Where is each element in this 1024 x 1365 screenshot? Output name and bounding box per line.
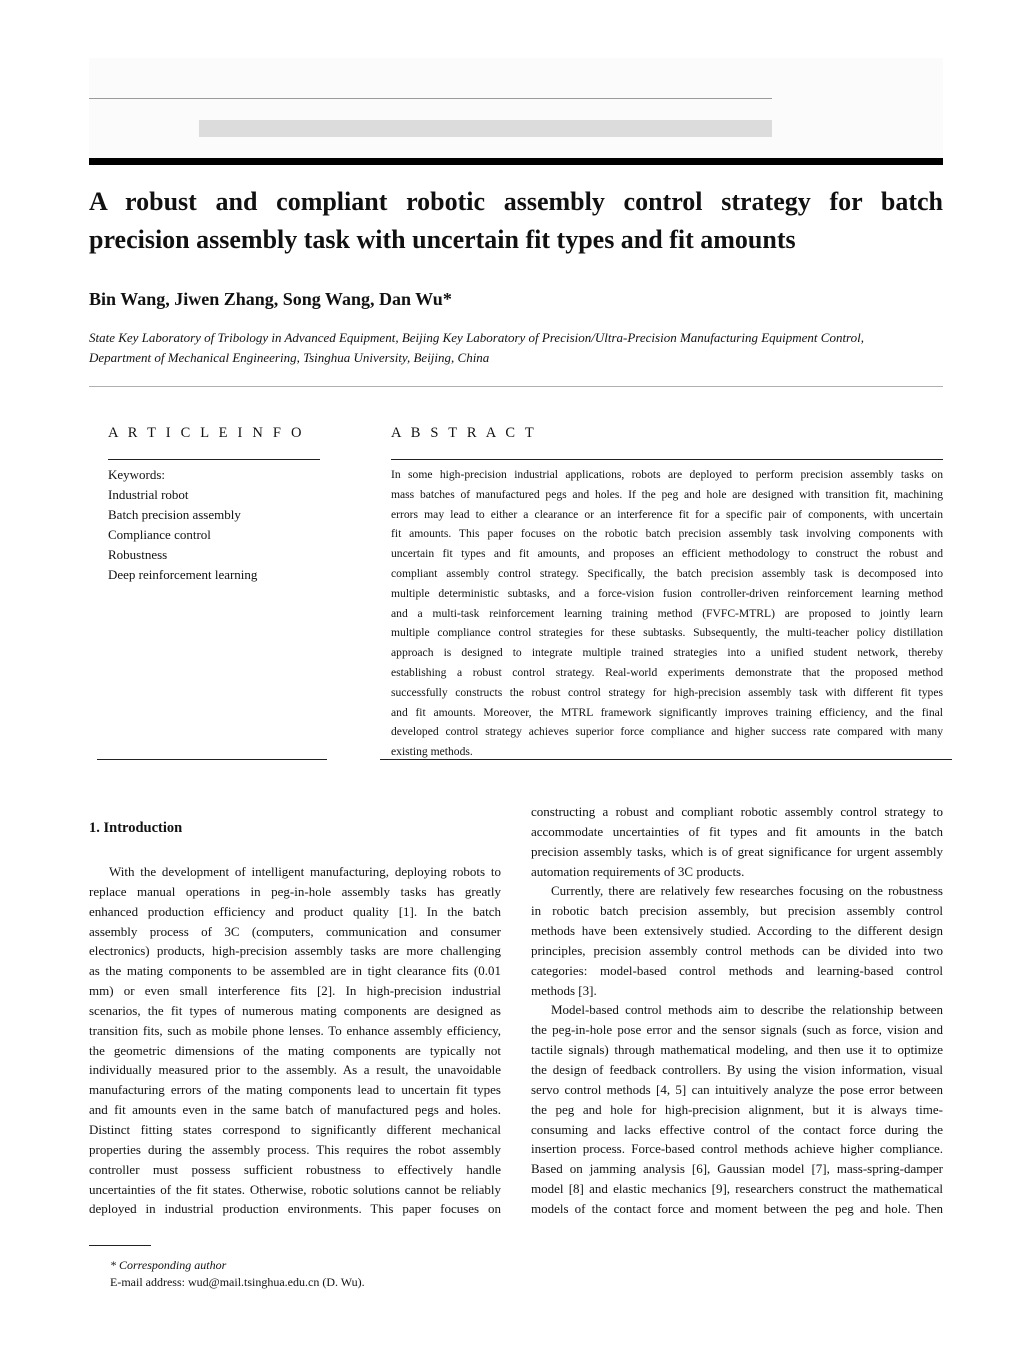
body-line: accommodate uncertainties of fit types and fit amounts in the batch xyxy=(531,823,943,839)
body-line: Distinct fitting states correspond to significantly different mechanical xyxy=(89,1121,501,1137)
body-line: electronics) products, high-precision assembly tasks are more challenging xyxy=(89,943,501,959)
header-thick-rule xyxy=(89,158,943,165)
body-line: as the mating components to be assembled are in tight clearance fits (0.01 xyxy=(89,963,501,979)
keywords-label: Keywords: xyxy=(108,467,166,482)
body-line: models of the contact force and moment between the peg and hole. Then xyxy=(531,1200,943,1216)
abstract-line: developed control strategy achieves superior force compliance and higher success rate compared with many xyxy=(391,725,943,739)
body-line: model [8] and elastic mechanics [9], researchers construct the mathematical xyxy=(531,1181,943,1197)
body-column-right xyxy=(531,802,943,1219)
affiliation-line-2: Department of Mechanical Engineering, Tsinghua University, Beijing, China xyxy=(89,350,490,365)
abstract-heading: A B S T R A C T xyxy=(391,425,537,441)
body-line: mm) or even small interference fits [2]. In high-precision industrial xyxy=(89,983,501,999)
body-line: the design of feedback controllers. By using the vision information, visual xyxy=(531,1061,943,1077)
body-line: categories: model-based control methods and learning-based control xyxy=(531,962,943,978)
abstract-line: In some high-precision industrial applications, robots are deployed to perform precision assembly tasks on xyxy=(391,468,943,481)
abstract-line: errors may lead to either a clearance or an interference fit for a specific pair of components, with uncertain xyxy=(391,507,943,521)
abstract-line: successfully constructs the robust control strategy for high-precision assembly task with different fit types xyxy=(391,685,943,699)
paper-title xyxy=(89,183,943,259)
abstract-rule xyxy=(391,459,943,460)
keyword-item: Batch precision assembly xyxy=(108,506,241,522)
body-line: servo control methods [4, 5] can intuitively analyze the pose error between xyxy=(531,1081,943,1097)
body-line: replace manual operations in peg-in-hole assembly tasks has greatly xyxy=(89,883,501,899)
keyword-item: Deep reinforcement learning xyxy=(108,566,258,582)
abstract-bottom-rule xyxy=(380,759,952,760)
abstract-line: multiple deterministic subtasks, and a force-vision fusion controller-driven reinforcement learning method xyxy=(391,586,943,600)
body-line: scenarios, the fit types of numerous mating components are designed as xyxy=(89,1002,501,1018)
header-grey-band xyxy=(199,120,772,137)
body-line: consuming and lacks effective control of the contact force during the xyxy=(531,1121,943,1137)
body-line: With the development of intelligent manufacturing, deploying robots to xyxy=(109,864,501,879)
abstract-line: existing methods. xyxy=(391,745,473,759)
abstract-line: and a multi-task reinforcement learning training method (FVFC-MTRL) are proposed to jointly learn xyxy=(391,606,943,620)
affiliation-line-1: State Key Laboratory of Tribology in Advanced Equipment, Beijing Key Laboratory of Precision/Ultra-Precision Manufacturing Equipment Control, xyxy=(89,330,864,345)
abstract-line: mass batches of manufactured pegs and holes. If the peg and hole are designed with transition fit, machining xyxy=(391,487,943,501)
email-address: E-mail address: wud@mail.tsinghua.edu.cn (D. Wu). xyxy=(110,1275,365,1289)
body-line: precision assembly tasks, which is of great significance for urgent assembly xyxy=(531,843,943,859)
footnote-rule xyxy=(89,1245,151,1246)
body-line: methods [3]. xyxy=(531,982,597,998)
body-line: the peg-in-hole pose error and the sensor signals (such as force, vision and xyxy=(531,1022,943,1038)
keywords-block xyxy=(108,465,257,584)
body-line: constructing a robust and compliant robotic assembly control strategy to xyxy=(531,804,943,819)
body-line: enhanced production efficiency and product quality [1]. In the batch xyxy=(89,903,501,919)
abstract-line: approach is designed to integrate multiple trained strategies into a unified student network, thereby xyxy=(391,646,943,660)
title-line-2: precision assembly task with uncertain fit types and fit amounts xyxy=(89,225,796,254)
abstract-line: compliant assembly control strategy. Specifically, the batch precision assembly task is decomposed into xyxy=(391,566,943,580)
article-info-bottom-rule xyxy=(97,759,327,760)
keyword-item: Robustness xyxy=(108,546,168,562)
header-thin-rule xyxy=(89,98,772,99)
body-line: controller must possess sufficient robustness to effectively handle xyxy=(89,1161,501,1177)
title-line-1: A robust and compliant robotic assembly control strategy for batch xyxy=(89,187,943,216)
section-heading: 1. Introduction xyxy=(89,820,183,836)
body-line: Currently, there are relatively few researches focusing on the robustness xyxy=(551,883,943,899)
body-line: in robotic batch precision assembly, but precision assembly control xyxy=(531,903,943,919)
divider xyxy=(89,386,943,387)
body-line: the peg and hole for high-precision alignment, but it is always time- xyxy=(531,1101,943,1117)
body-line: tactile signals) through mathematical modeling, and then use it to optimize xyxy=(531,1042,943,1058)
body-line: insertion process. Force-based control methods achieve higher compliance. xyxy=(531,1141,943,1157)
keyword-item: Compliance control xyxy=(108,526,211,542)
body-line: methods have been extensively studied. According to the different design xyxy=(531,923,943,939)
body-line: transition fits, such as mobile phone lenses. To enhance assembly efficiency, xyxy=(89,1022,501,1038)
journal-header-area xyxy=(89,58,943,162)
body-line: deployed in industrial production environments. This paper focuses on xyxy=(89,1201,501,1217)
abstract-line: fit amounts. This paper focuses on the robotic batch precision assembly task involving components with xyxy=(391,527,943,541)
body-line: uncertainties of the fit states. Otherwise, robotic solutions cannot be reliably xyxy=(89,1181,501,1197)
body-line: manufacturing errors of the mating components lead to uncertain fit types xyxy=(89,1082,501,1098)
corresponding-author-note: * Corresponding author xyxy=(110,1258,227,1272)
body-line: assembly process of 3C (computers, communication and consumer xyxy=(89,923,501,939)
body-line: principles, precision assembly control methods can be divided into two xyxy=(531,942,943,958)
abstract-line: multiple compliance control strategies for these subtasks. Subsequently, the multi-teacher policy distillation xyxy=(391,626,943,640)
body-column-left xyxy=(89,862,501,1219)
affiliation xyxy=(89,328,949,368)
body-line: properties during the assembly process. This requires the robot assembly xyxy=(89,1141,501,1157)
body-line: automation requirements of 3C products. xyxy=(531,863,745,879)
body-line: Model-based control methods aim to describe the relationship between xyxy=(551,1002,943,1018)
abstract-line: establishing a robust control strategy. Real-world experiments demonstrate that the proposed method xyxy=(391,665,943,679)
keyword-item: Industrial robot xyxy=(108,486,189,502)
body-line: and fit amounts even in the same batch of manufactured pegs and holes. xyxy=(89,1102,501,1118)
body-line: individually measured prior to the assembly. As a result, the unavoidable xyxy=(89,1062,501,1078)
abstract-line: uncertain fit types and fit amounts, and proposes an efficient methodology to construct the robust and xyxy=(391,547,943,561)
author-list: Bin Wang, Jiwen Zhang, Song Wang, Dan Wu* xyxy=(89,289,452,309)
article-info-rule xyxy=(108,459,320,460)
abstract-text xyxy=(391,465,943,762)
body-line: the geometric dimensions of the mating components are typically not xyxy=(89,1042,501,1058)
abstract-line: and fit amounts. Moreover, the MTRL framework significantly improves training efficiency, and the final xyxy=(391,705,943,719)
body-line: Based on jamming analysis [6], Gaussian model [7], mass-spring-damper xyxy=(531,1161,943,1177)
article-info-heading: A R T I C L E I N F O xyxy=(108,425,305,441)
